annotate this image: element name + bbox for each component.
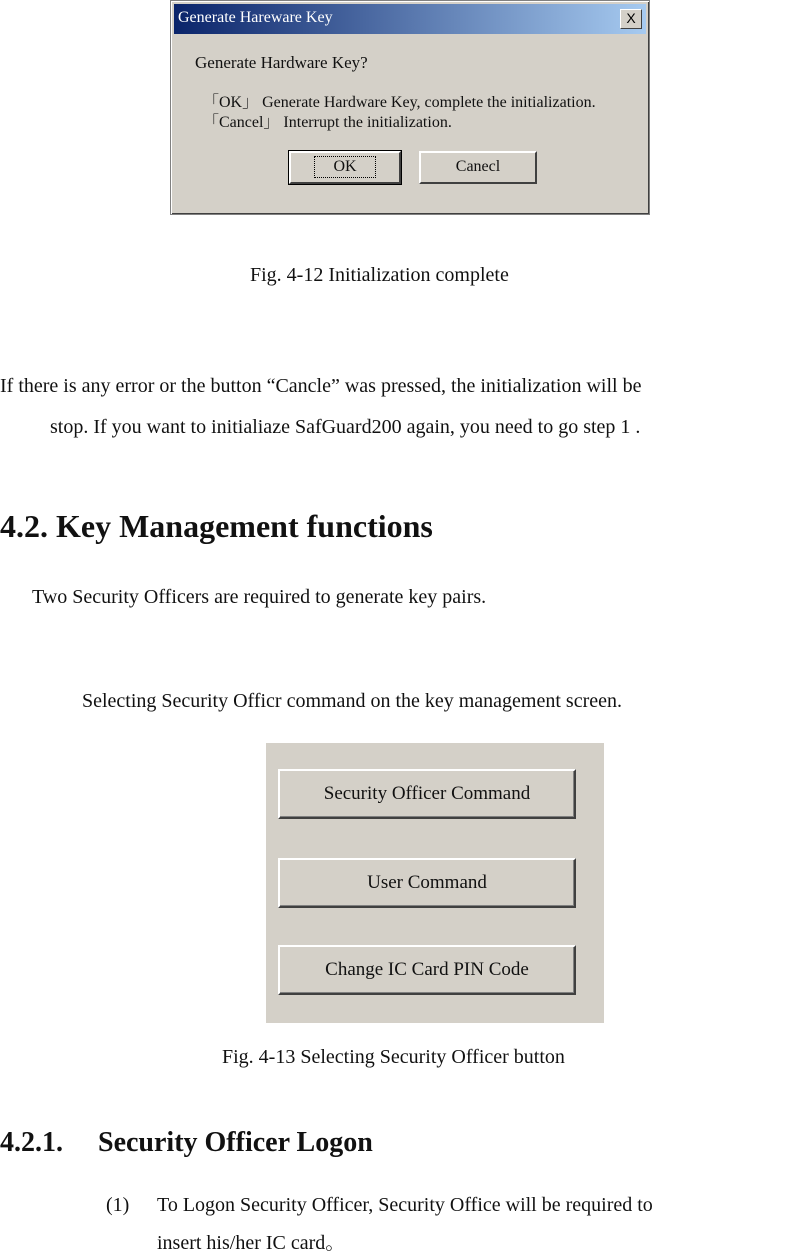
list-item-number: (1) (106, 1194, 130, 1216)
list-item-line2: insert his/her IC card。 (157, 1232, 346, 1254)
error-paragraph-line1: If there is any error or the button “Cancle” was pressed, the initialization will be (0, 375, 642, 397)
dialog-question: Generate Hardware Key? (195, 53, 368, 72)
error-paragraph-line2: stop. If you want to initialiaze SafGuard200 again, you need to go step 1 . (50, 416, 641, 438)
figure-4-13-caption: Fig. 4-13 Selecting Security Officer button (222, 1046, 565, 1068)
dialog-titlebar[interactable] (174, 4, 646, 34)
dialog-ok-description: 「OK」 Generate Hardware Key, complete the initialization. (203, 94, 596, 111)
ok-button[interactable] (289, 151, 401, 184)
section-instruction: Selecting Security Officr command on the key management screen. (82, 690, 622, 712)
key-management-panel (266, 743, 604, 1023)
cancel-button-label: Canecl (455, 158, 501, 175)
cancel-button[interactable] (419, 151, 537, 184)
generate-hardware-key-dialog (170, 0, 650, 215)
subsection-heading: 4.2.1. Security Officer Logon (0, 1127, 373, 1158)
security-officer-command-button[interactable]: Security Officer Command (278, 769, 576, 819)
list-item-line1: To Logon Security Officer, Security Office will be required to (157, 1194, 653, 1216)
dialog-cancel-description: 「Cancel」 Interrupt the initialization. (203, 114, 452, 131)
section-heading: 4.2. Key Management functions (0, 508, 433, 544)
section-intro: Two Security Officers are required to generate key pairs. (32, 586, 487, 608)
close-button[interactable] (620, 9, 642, 29)
dialog-title: Generate Hareware Key (178, 9, 333, 26)
close-icon: X (626, 10, 636, 26)
change-ic-card-pin-button[interactable]: Change IC Card PIN Code (278, 945, 576, 995)
user-command-button[interactable]: User Command (278, 858, 576, 908)
figure-4-12-caption: Fig. 4-12 Initialization complete (250, 264, 509, 286)
ok-button-label: OK (314, 156, 375, 178)
